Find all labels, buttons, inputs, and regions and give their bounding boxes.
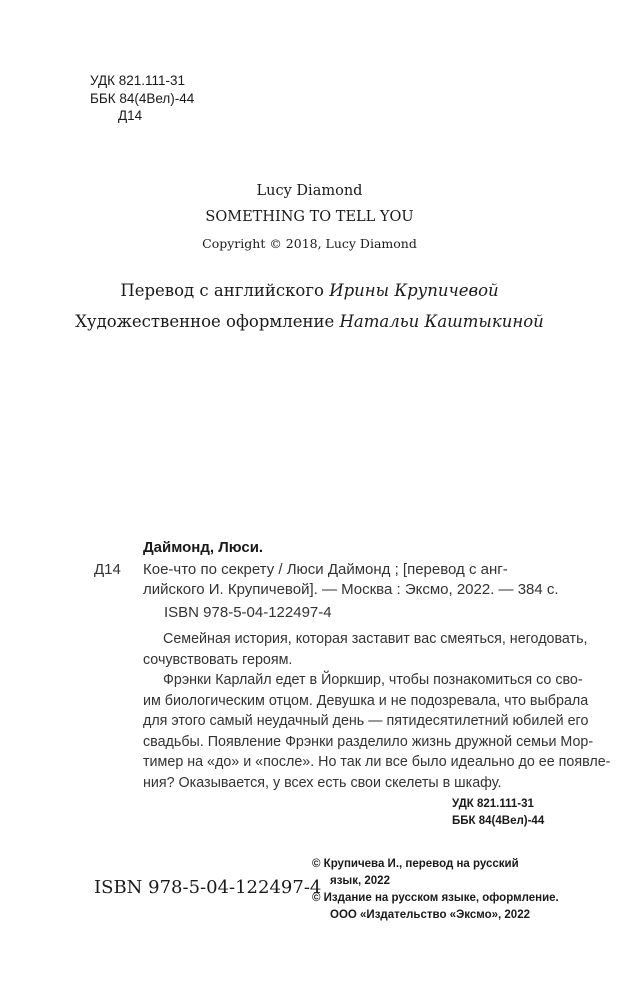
annotation-line: свадьбы. Появление Фрэнки разделило жизнь дружной семьи Мор- [143,733,594,750]
annotation-line: Семейная история, которая заставит вас смеяться, негодовать, [163,631,588,647]
annotation-line: Фрэнки Карлайл едет в Йоркшир, чтобы познакомиться со сво- [163,672,583,688]
annotation-line: тимер на «до» и «после». Но так ли все было идеально до ее появле- [143,754,611,770]
design-credit [0,312,619,331]
original-title: SOMETHING TO TELL YOU [205,209,414,225]
copyright-translation-line2: язык, 2022 [330,875,390,887]
footer-udk: УДК 821.111-31 [452,798,534,810]
design-label: Художественное оформление [75,312,335,331]
copyright-translation-line1: © Крупичева И., перевод на русский [312,858,519,870]
copyright-publisher-line1: © Издание на русском языке, оформление. [312,892,559,904]
catalog-description-line2: лийского И. Крупичевой]. — Москва : Эксмо, 2022. — 384 с. [143,581,559,598]
annotation-line: ния? Оказывается, у всех есть свои скелеты в шкафу. [143,774,502,791]
catalog-isbn: ISBN 978-5-04-122497-4 [164,604,332,621]
bbk-code: ББК 84(4Вел)-44 [90,91,195,106]
translation-label: Перевод с английского [120,281,324,300]
catalog-author-heading: Даймонд, Люси. [143,539,264,556]
udk-code: УДК 821.111-31 [90,73,186,88]
annotation-paragraph-1 [143,629,588,670]
author-code: Д14 [118,108,143,123]
annotation-line: для этого самый неудачный день — пятидесятилетний юбилей его [143,713,589,729]
original-author: Lucy Diamond [256,183,363,199]
original-copyright: Copyright © 2018, Lucy Diamond [202,236,417,251]
footer-bbk: ББК 84(4Вел)-44 [452,815,545,827]
catalog-description-line1: Кое-что по секрету / Люси Даймонд ; [перевод с анг- [143,561,508,578]
annotation-paragraph-2 [143,670,611,793]
catalog-code: Д14 [94,561,121,578]
designer-name: Натальи Каштыкиной [339,312,544,331]
translator-name: Ирины Крупичевой [329,281,499,300]
annotation-line: им биологическим отцом. Девушка и не подозревала, что выбрала [143,692,589,709]
bottom-isbn: ISBN 978-5-04-122497-4 [94,877,322,898]
annotation-line: сочувствовать героям. [143,651,293,668]
translation-credit [0,281,619,300]
copyright-publisher-line2: ООО «Издательство «Эксмо», 2022 [330,909,530,921]
